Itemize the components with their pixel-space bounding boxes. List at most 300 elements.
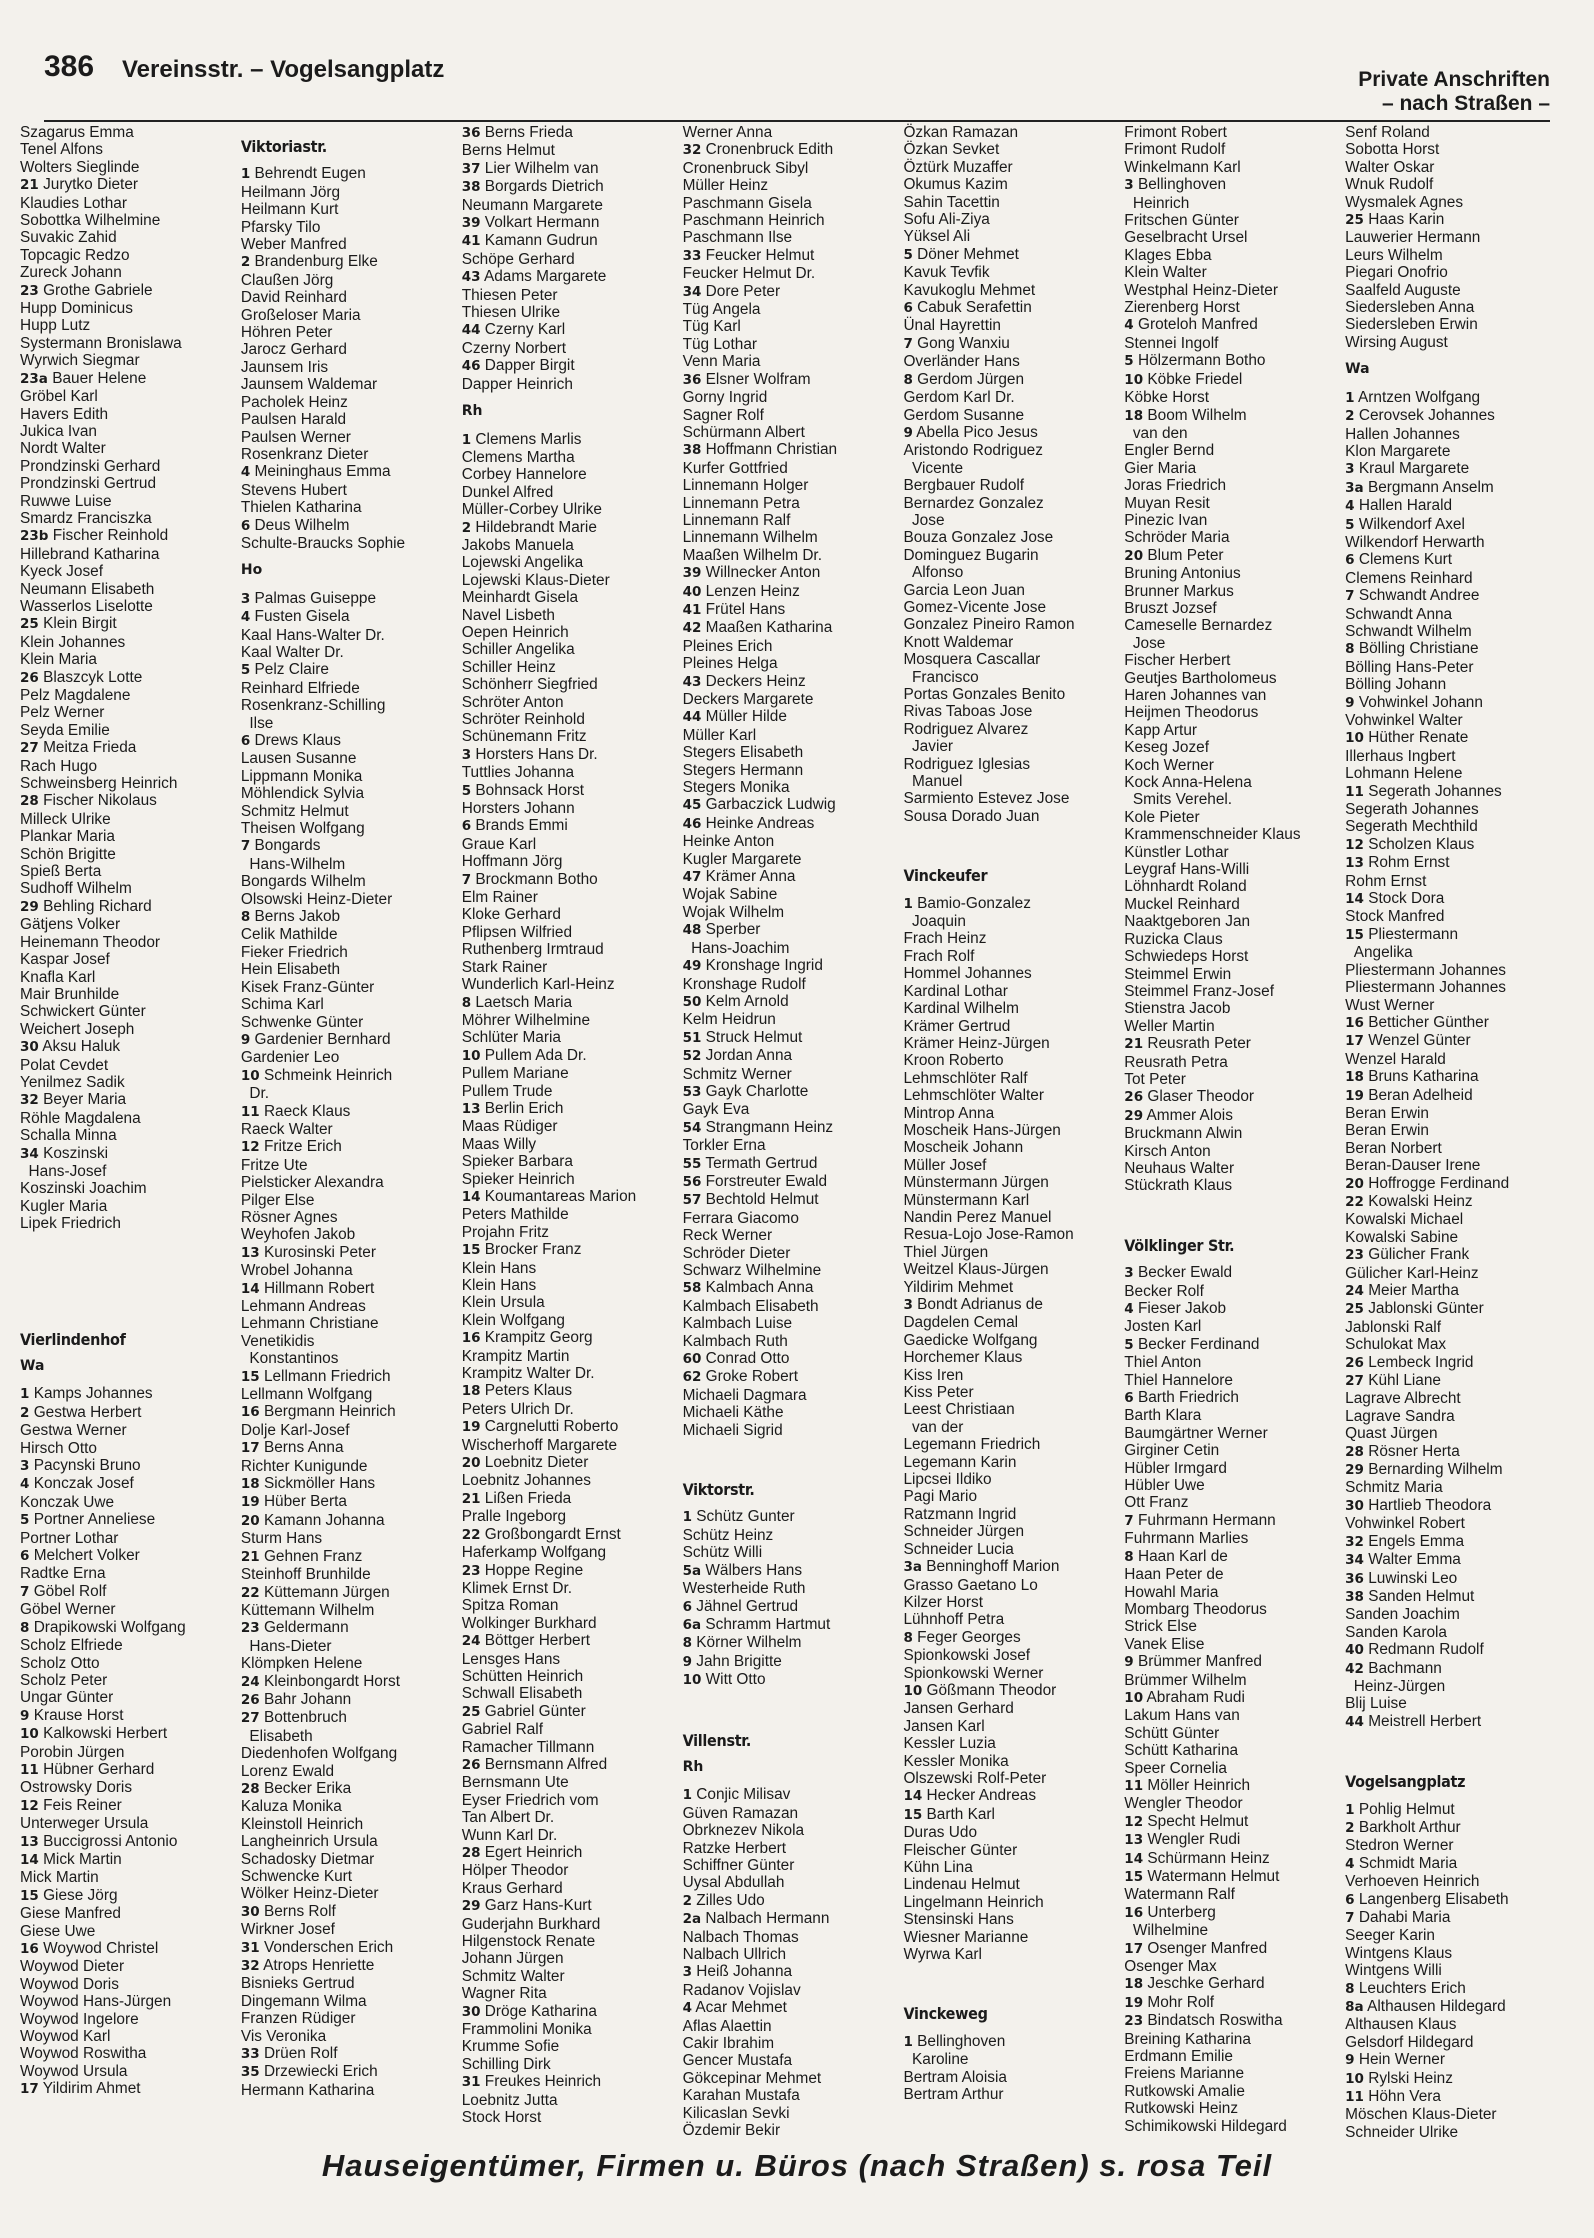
- resident-entry: [683, 1262, 898, 1279]
- directory-column-2: [241, 124, 456, 2104]
- house-number: 39: [461, 215, 481, 232]
- resident-name: Kilzer Horst: [903, 1593, 983, 1611]
- resident-entry: [683, 1580, 898, 1597]
- house-number: 40: [682, 583, 702, 600]
- resident-name: Hans-Dieter: [240, 1637, 332, 1655]
- resident-name: Krämer Heinz-Jürgen: [903, 1034, 1050, 1052]
- resident-entry: [241, 1262, 456, 1279]
- resident-entry: [462, 2092, 677, 2109]
- resident-name: Becker Rolf: [1124, 1282, 1204, 1300]
- resident-name: Schadosky Dietmar: [240, 1850, 375, 1868]
- resident-name: Francisco: [903, 668, 979, 686]
- house-number: 8: [1345, 641, 1355, 658]
- resident-name: Freiens Marianne: [1124, 2065, 1245, 2083]
- house-number: 38: [461, 179, 481, 196]
- resident-name: Bernsmann Alfred: [484, 1755, 608, 1773]
- resident-name: Blaszcyk Lotte: [43, 668, 143, 686]
- resident-name: Garbaczick Ludwig: [705, 796, 836, 814]
- resident-entry: [241, 463, 456, 481]
- resident-entry: [683, 1982, 898, 1999]
- resident-name: Schiffner Günter: [682, 1856, 795, 1874]
- resident-entry: [20, 1057, 235, 1074]
- resident-name: Nandin Perez Manuel: [903, 1208, 1052, 1226]
- resident-entry: [1124, 1689, 1339, 1707]
- house-number: 36: [682, 371, 702, 388]
- resident-name: Legemann Karin: [903, 1453, 1017, 1471]
- house-number: 31: [461, 2074, 481, 2091]
- resident-name: Lauwerier Hermann: [1345, 229, 1481, 247]
- resident-entry: [683, 1315, 898, 1332]
- resident-name: Beran Norbert: [1345, 1139, 1442, 1157]
- resident-entry: [903, 965, 1118, 982]
- resident-entry: [1124, 757, 1339, 774]
- resident-name: Ünal Hayrettin: [903, 317, 1001, 335]
- house-number: 14: [903, 1788, 923, 1805]
- resident-name: Rosenkranz Dieter: [240, 445, 369, 463]
- resident-entry: [241, 1067, 456, 1085]
- resident-entry: [683, 195, 898, 212]
- resident-entry: [1345, 1014, 1560, 1032]
- resident-name: Joras Friedrich: [1124, 477, 1227, 495]
- resident-entry: [462, 1916, 677, 1933]
- resident-entry: [20, 264, 235, 281]
- resident-entry: [1124, 1336, 1339, 1354]
- resident-name: Küttemann Jürgen: [263, 1583, 390, 1601]
- resident-name: Tenel Alfons: [20, 141, 103, 159]
- resident-entry: [241, 1085, 456, 1102]
- resident-entry: [683, 336, 898, 353]
- resident-entry: [20, 1869, 235, 1886]
- house-number: 6: [1345, 552, 1355, 569]
- house-number: 29: [20, 898, 39, 915]
- house-number: 2: [1345, 408, 1355, 425]
- resident-entry: [903, 371, 1118, 389]
- resident-name: Scholz Elfriede: [20, 1637, 123, 1655]
- resident-entry: [462, 1365, 677, 1382]
- resident-name: Wischerhoff Margarete: [461, 1436, 618, 1454]
- resident-entry: [1124, 948, 1339, 965]
- resident-entry: [241, 803, 456, 820]
- page-number: 386: [44, 50, 95, 83]
- resident-name: Bruning Antonius: [1124, 565, 1241, 583]
- resident-entry: [1345, 1122, 1560, 1139]
- house-number: 36: [1345, 1570, 1364, 1587]
- house-number: 44: [1345, 1713, 1364, 1730]
- resident-entry: [241, 1885, 456, 1902]
- resident-entry: [241, 1566, 456, 1583]
- resident-name: Wunderlich Karl-Heinz: [461, 976, 615, 994]
- resident-entry: [683, 318, 898, 335]
- resident-entry: [20, 1530, 235, 1547]
- resident-entry: [1124, 635, 1339, 652]
- resident-entry: [1124, 1125, 1339, 1142]
- resident-entry: [1345, 1175, 1560, 1193]
- resident-entry: [683, 301, 898, 318]
- house-number: 35: [240, 2064, 260, 2081]
- resident-name: Mohr Rolf: [1147, 1993, 1215, 2011]
- street-heading: Vierlindenhof: [20, 1329, 126, 1349]
- resident-entry: [462, 959, 677, 976]
- resident-entry: [903, 424, 1118, 442]
- resident-entry: [1124, 1904, 1339, 1922]
- resident-name: Jarocz Gerhard: [240, 341, 347, 359]
- resident-name: Segerath Johannes: [1368, 782, 1502, 800]
- resident-name: Grothe Gabriele: [43, 281, 153, 299]
- resident-entry: [241, 376, 456, 393]
- resident-name: Lipek Friedrich: [20, 1215, 121, 1233]
- resident-entry: [462, 1809, 677, 1826]
- resident-name: Reusrath Peter: [1147, 1035, 1251, 1053]
- resident-entry: [462, 268, 677, 286]
- house-number: 12: [240, 1139, 260, 1156]
- resident-entry: [462, 746, 677, 764]
- resident-name: Vis Veronika: [240, 2027, 327, 2045]
- resident-name: Bongards Wilhelm: [240, 873, 366, 891]
- resident-entry: [683, 976, 898, 993]
- resident-name: Kraus Gerhard: [461, 1879, 563, 1897]
- resident-name: Stark Rainer: [461, 958, 548, 976]
- resident-name: Fleischer Günter: [903, 1841, 1018, 1859]
- house-number: 5: [240, 662, 251, 679]
- resident-entry: [1124, 1813, 1339, 1831]
- resident-entry: [1345, 1193, 1560, 1211]
- house-number: 33: [682, 247, 702, 264]
- resident-entry: [1345, 1105, 1560, 1122]
- resident-name: Guderjahn Burkhard: [461, 1915, 601, 1933]
- resident-name: Drews Klaus: [254, 732, 341, 749]
- resident-entry: [241, 661, 456, 679]
- resident-name: Sofu Ali-Ziya: [903, 211, 990, 229]
- resident-entry: [903, 1558, 1118, 1576]
- house-number: 15: [240, 1368, 260, 1385]
- resident-name: Stückrath Klaus: [1124, 1177, 1233, 1195]
- resident-entry: [683, 727, 898, 744]
- resident-entry: [1345, 1408, 1560, 1425]
- resident-entry: [462, 871, 677, 889]
- resident-entry: [903, 1541, 1118, 1558]
- house-number: 10: [682, 1672, 702, 1689]
- house-number: 6: [461, 818, 472, 835]
- resident-name: Leygraf Hans-Willi: [1124, 861, 1250, 879]
- resident-name: Nalbach Thomas: [682, 1928, 799, 1946]
- resident-entry: [1124, 229, 1339, 246]
- resident-entry: [903, 2033, 1118, 2051]
- resident-name: Wilkendorf Herwarth: [1345, 533, 1485, 551]
- resident-entry: [903, 547, 1118, 564]
- resident-name: Bruckmann Alwin: [1124, 1125, 1243, 1143]
- resident-entry: [1345, 1229, 1560, 1246]
- resident-name: Klaudies Lothar: [20, 194, 127, 212]
- resident-entry: [1124, 176, 1339, 194]
- resident-entry: [683, 283, 898, 301]
- resident-name: Heinke Andreas: [705, 814, 815, 832]
- resident-name: Ruzicka Claus: [1124, 930, 1223, 948]
- resident-name: Lellmann Wolfgang: [240, 1386, 373, 1404]
- resident-entry: [1124, 1372, 1339, 1389]
- resident-entry: [903, 1244, 1118, 1261]
- resident-name: Drüen Rolf: [263, 2045, 338, 2063]
- resident-name: Pliestermann Johannes: [1345, 961, 1506, 979]
- house-number: 36: [461, 125, 481, 141]
- resident-entry: [20, 440, 235, 457]
- resident-entry: [1345, 659, 1560, 676]
- resident-entry: [1345, 1945, 1560, 1962]
- resident-entry: [20, 563, 235, 580]
- resident-name: Pullem Ada Dr.: [484, 1046, 587, 1064]
- house-number: 29: [1345, 1462, 1364, 1479]
- resident-name: Jeschke Gerhard: [1147, 1975, 1265, 1993]
- resident-entry: [241, 1138, 456, 1156]
- spacer: [20, 1233, 235, 1261]
- resident-entry: [1124, 722, 1339, 739]
- resident-entry: [683, 229, 898, 246]
- resident-entry: [241, 750, 456, 767]
- resident-entry: [1124, 1601, 1339, 1618]
- resident-entry: [1124, 1035, 1339, 1053]
- resident-entry: [20, 704, 235, 721]
- resident-entry: [1124, 565, 1339, 582]
- resident-entry: [1345, 1068, 1560, 1086]
- resident-name: Oepen Heinrich: [461, 623, 569, 641]
- resident-entry: [683, 1946, 898, 1963]
- resident-entry: [1345, 801, 1560, 818]
- resident-entry: [241, 1691, 456, 1709]
- resident-name: Moscheik Johann: [903, 1139, 1024, 1157]
- house-number: 2: [240, 254, 251, 271]
- resident-entry: [241, 1422, 456, 1439]
- resident-name: Bruszt Jozsef: [1124, 599, 1217, 617]
- resident-entry: [20, 1163, 235, 1180]
- resident-entry: [683, 1298, 898, 1315]
- resident-name: Thiel Jürgen: [903, 1243, 989, 1261]
- resident-name: Brunner Markus: [1124, 582, 1234, 600]
- house-number: 25: [1345, 212, 1364, 229]
- resident-name: Schlüter Maria: [461, 1029, 561, 1047]
- resident-entry: [1345, 1819, 1560, 1837]
- resident-name: Corbey Hannelore: [461, 466, 587, 484]
- resident-entry: [1345, 748, 1560, 765]
- house-number: 28: [1345, 1443, 1364, 1460]
- resident-entry: [241, 1121, 456, 1138]
- resident-name: Weitzel Klaus-Jürgen: [903, 1261, 1049, 1279]
- resident-name: Wengler Rudi: [1147, 1831, 1241, 1849]
- resident-entry: [1124, 1922, 1339, 1939]
- resident-name: Klein Wolfgang: [461, 1311, 565, 1329]
- directory-column-6: [1124, 124, 1339, 2135]
- resident-entry: [1345, 1265, 1560, 1282]
- resident-entry: [1124, 687, 1339, 704]
- resident-entry: [241, 2063, 456, 2081]
- resident-entry: [20, 1021, 235, 1038]
- resident-name: Kalkowski Herbert: [43, 1725, 168, 1743]
- resident-entry: [20, 934, 235, 951]
- resident-name: Gayk Charlotte: [705, 1082, 809, 1100]
- resident-name: Barth Karl: [926, 1805, 995, 1823]
- resident-name: Buccigrossi Antonio: [43, 1832, 178, 1850]
- resident-entry: [1124, 1795, 1339, 1812]
- resident-name: Strangmann Heinz: [705, 1118, 834, 1136]
- resident-name: Hein Werner: [1358, 2051, 1445, 2069]
- resident-entry: [462, 2073, 677, 2091]
- house-number: 7: [1345, 1910, 1355, 1926]
- resident-entry: [1345, 1980, 1560, 1998]
- house-number: 30: [240, 1903, 260, 1920]
- resident-entry: [903, 1824, 1118, 1841]
- resident-name: Köbke Friedel: [1147, 370, 1243, 388]
- resident-name: Schwall Elisabeth: [461, 1685, 583, 1703]
- resident-entry: [1124, 512, 1339, 529]
- house-number: 19: [461, 1419, 481, 1436]
- resident-entry: [241, 201, 456, 218]
- house-number: 14: [20, 1851, 39, 1868]
- resident-name: Kraul Margarete: [1358, 460, 1470, 478]
- spacer: [20, 1289, 235, 1317]
- resident-entry: [20, 1457, 235, 1475]
- resident-name: Konczak Josef: [33, 1475, 134, 1493]
- resident-entry: [462, 1100, 677, 1118]
- resident-name: Mombarg Theodorus: [1124, 1600, 1267, 1618]
- resident-entry: [241, 715, 456, 732]
- resident-name: Spionkowski Werner: [903, 1664, 1044, 1682]
- house-number: 48: [682, 922, 702, 939]
- house-number: 18: [1124, 1976, 1144, 1993]
- resident-entry: [683, 1999, 898, 2017]
- resident-entry: [903, 1000, 1118, 1017]
- resident-entry: [241, 1530, 456, 1547]
- house-number: 7: [903, 335, 913, 352]
- resident-entry: [20, 176, 235, 194]
- resident-name: Ungar Günter: [20, 1689, 114, 1707]
- resident-entry: [241, 996, 456, 1013]
- resident-entry: [683, 1562, 898, 1580]
- resident-name: Maaßen Wilhelm Dr.: [682, 546, 822, 564]
- resident-entry: [20, 880, 235, 897]
- resident-entry: [462, 2021, 677, 2038]
- resident-name: Fuhrmann Hermann: [1137, 1511, 1276, 1529]
- resident-name: Beran Erwin: [1345, 1122, 1429, 1140]
- resident-name: Ruwwe Luise: [20, 492, 112, 510]
- resident-entry: [683, 512, 898, 529]
- resident-entry: [683, 407, 898, 424]
- resident-name: Becker Ewald: [1137, 1264, 1233, 1282]
- resident-name: Bergbauer Rudolf: [903, 477, 1025, 495]
- house-number: 20: [1345, 1175, 1364, 1192]
- resident-entry: [683, 1598, 898, 1616]
- resident-name: Keseg Jozef: [1124, 739, 1209, 757]
- resident-entry: [241, 908, 456, 926]
- resident-name: Zierenberg Horst: [1124, 299, 1240, 317]
- resident-name: Wyrwich Siegmar: [20, 352, 140, 370]
- resident-name: Rutkowski Amalie: [1124, 2082, 1245, 2100]
- resident-entry: [20, 863, 235, 880]
- resident-entry: [683, 1892, 898, 1910]
- resident-name: Raeck Klaus: [263, 1102, 351, 1120]
- resident-name: Frütel Hans: [705, 600, 786, 618]
- resident-entry: [241, 732, 456, 750]
- resident-name: Aksu Haluk: [42, 1038, 121, 1056]
- resident-name: Siedersleben Erwin: [1345, 316, 1478, 334]
- resident-name: Sperber: [705, 921, 761, 939]
- resident-entry: [683, 529, 898, 546]
- resident-entry: [462, 1739, 677, 1756]
- house-number: 43: [682, 673, 702, 690]
- resident-name: Hoffmann Christian: [705, 441, 838, 459]
- resident-entry: [462, 484, 677, 501]
- resident-entry: [462, 376, 677, 393]
- resident-entry: [462, 519, 677, 537]
- resident-name: Sanden Joachim: [1345, 1606, 1460, 1624]
- resident-name: Gomez-Vicente Jose: [903, 598, 1047, 616]
- resident-name: van der: [903, 1418, 964, 1436]
- resident-name: Melchert Volker: [33, 1547, 140, 1565]
- resident-name: Loebnitz Johannes: [461, 1472, 591, 1490]
- resident-entry: [683, 441, 898, 459]
- resident-name: Spieker Heinrich: [461, 1170, 575, 1188]
- resident-entry: [1124, 791, 1339, 808]
- resident-name: Lehmschlöter Walter: [903, 1087, 1044, 1105]
- resident-entry: [1345, 1390, 1560, 1407]
- district-code: Rh: [461, 403, 483, 420]
- resident-name: Bindatsch Roswitha: [1147, 2012, 1283, 2030]
- resident-entry: [903, 1035, 1118, 1052]
- resident-entry: [462, 501, 677, 518]
- resident-entry: [462, 1756, 677, 1774]
- resident-entry: [241, 1350, 456, 1367]
- resident-entry: [20, 1127, 235, 1144]
- resident-name: Ott Franz: [1124, 1494, 1189, 1512]
- resident-entry: [20, 527, 235, 545]
- resident-name: Heinrich: [1124, 194, 1190, 212]
- house-number: 11: [240, 1103, 260, 1120]
- resident-entry: [241, 219, 456, 236]
- resident-name: Röhle Magdalena: [20, 1109, 141, 1127]
- resident-name: Jose: [903, 511, 945, 529]
- resident-entry: [20, 634, 235, 651]
- house-number: 46: [682, 815, 702, 832]
- resident-entry: [683, 1527, 898, 1544]
- spacer: [1124, 1195, 1339, 1223]
- resident-entry: [1345, 1051, 1560, 1068]
- resident-name: Pullem Trude: [461, 1082, 553, 1100]
- resident-name: Strick Else: [1124, 1618, 1197, 1636]
- resident-name: Schön Brigitte: [20, 845, 116, 863]
- resident-entry: [1345, 407, 1560, 425]
- resident-entry: [241, 1315, 456, 1332]
- resident-name: Weber Manfred: [240, 236, 347, 254]
- house-number: 8: [240, 909, 251, 926]
- resident-name: Linnemann Petra: [682, 494, 800, 512]
- resident-name: Brockmann Botho: [475, 870, 598, 888]
- house-number: 23: [240, 1620, 260, 1637]
- resident-name: Meistrell Herbert: [1368, 1712, 1482, 1730]
- resident-name: Stegers Elisabeth: [682, 744, 804, 762]
- resident-name: Gestwa Herbert: [33, 1403, 142, 1421]
- resident-name: Cameselle Bernardez: [1124, 617, 1273, 635]
- resident-entry: [1345, 2070, 1560, 2088]
- house-number: 9: [240, 1031, 251, 1048]
- resident-entry: [683, 1011, 898, 1028]
- resident-name: Wust Werner: [1345, 996, 1435, 1014]
- resident-name: Pfarsky Tilo: [240, 218, 321, 236]
- resident-name: Benninghoff Marion: [926, 1558, 1060, 1576]
- resident-entry: [903, 460, 1118, 477]
- resident-entry: [1124, 299, 1339, 316]
- resident-entry: [20, 1003, 235, 1020]
- resident-name: Krammenschneider Klaus: [1124, 826, 1301, 844]
- house-number: 1: [903, 895, 913, 912]
- resident-name: Heiß Johanna: [696, 1963, 793, 1981]
- resident-entry: [903, 582, 1118, 599]
